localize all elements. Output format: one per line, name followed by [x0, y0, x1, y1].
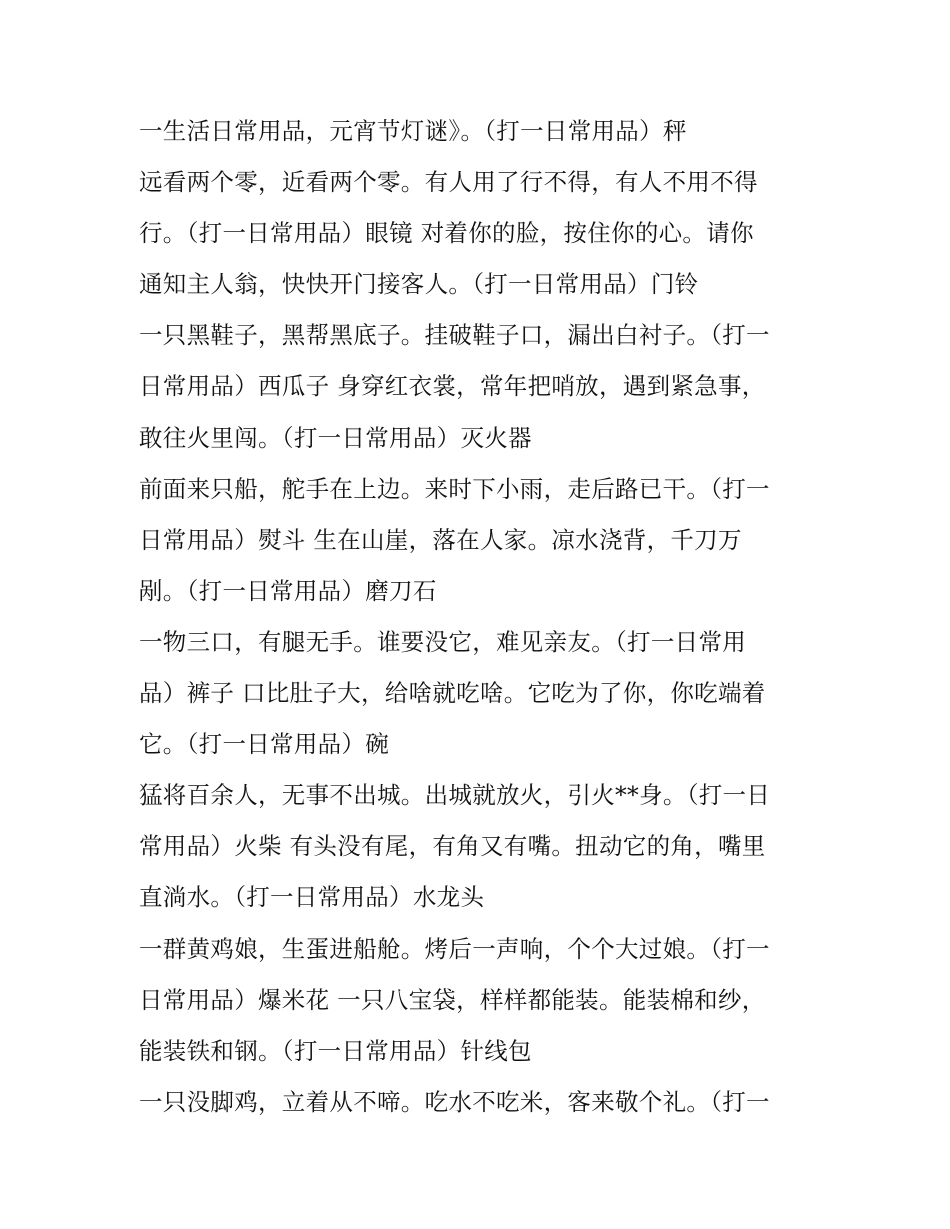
text-line-16: 直淌水。（打一日常用品）水龙头	[139, 883, 485, 912]
text-line-3: 行。（打一日常用品）眼镜 对着你的脸，按住你的心。请你	[139, 219, 754, 248]
text-line-11: 一物三口，有腿无手。谁要没它，难见亲友。（打一日常用	[139, 627, 747, 656]
text-line-9: 日常用品）熨斗 生在山崖，落在人家。凉水浇背，千刀万	[139, 525, 742, 554]
text-line-6: 日常用品）西瓜子 身穿红衣裳，常年把哨放，遇到紧急事，	[139, 372, 766, 401]
text-line-19: 能装铁和钢。（打一日常用品）针线包	[139, 1036, 532, 1065]
riddle-text-body	[139, 106, 839, 1128]
text-line-5: 一只黑鞋子，黑帮黑底子。挂破鞋子口，漏出白衬子。（打一	[139, 321, 770, 350]
text-line-8: 前面来只船，舵手在上边。来时下小雨，走后路已干。（打一	[139, 474, 770, 503]
text-line-7: 敢往火里闯。（打一日常用品）灭火器	[139, 423, 532, 452]
text-line-18: 日常用品）爆米花 一只八宝袋，样样都能装。能装棉和纱，	[139, 985, 766, 1014]
text-line-4: 通知主人翁，快快开门接客人。（打一日常用品）门铃	[139, 270, 699, 299]
text-line-10: 剐。（打一日常用品）磨刀石	[139, 576, 437, 605]
text-line-14: 猛将百余人，无事不出城。出城就放火，引火**身。（打一日	[139, 781, 771, 810]
text-line-1: 一生活日常用品，元宵节灯谜》。（打一日常用品）秤	[139, 117, 687, 145]
text-line-12: 品）裤子 口比肚子大，给啥就吃啥。它吃为了你，你吃端着	[139, 679, 766, 708]
text-line-2: 远看两个零，近看两个零。有人用了行不得，有人不用不得	[139, 168, 758, 197]
text-line-13: 它。（打一日常用品）碗	[139, 730, 390, 759]
text-line-15: 常用品）火柴 有头没有尾，有角又有嘴。扭动它的角，嘴里	[139, 832, 766, 861]
text-line-20: 一只没脚鸡，立着从不啼。吃水不吃米，客来敬个礼。（打一	[139, 1087, 770, 1116]
text-line-17: 一群黄鸡娘，生蛋进船舱。烤后一声响，个个大过娘。（打一	[139, 934, 770, 963]
